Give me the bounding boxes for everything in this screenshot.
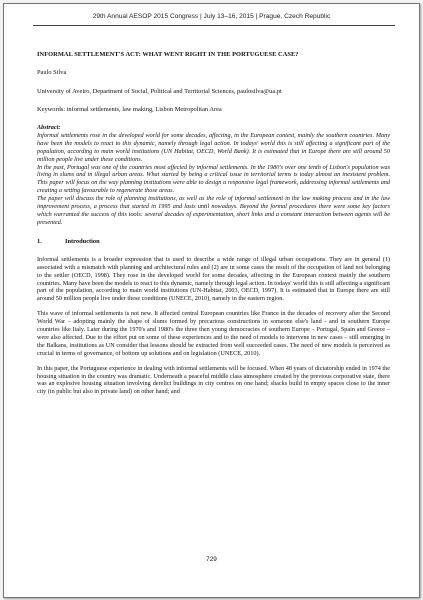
running-header: 29th Annual AESOP 2015 Congress | July 13–16, 2015 | Prague, Czech Republic <box>92 13 331 20</box>
paper-title: INFORMAL SETTLEMENT'S ACT: WHAT WENT RIGHT IN THE PORTUGUESE CASE? <box>37 51 299 58</box>
body-paragraph: In this paper, the Portuguese experience in dealing with informal settlements will be focused. When 48 years of dictatorship ended in 1974 the housing situation in the country was dramatic. Underneath a peaceful middle class atmosphere created by the previous corporative state, there was an explosive housing situation involving derelict buildings in city centres on one hand; shacks build in empty spaces close to the inner city (in public but also in private land) on other hand; and <box>37 364 390 396</box>
author-affiliation: University of Aveiro, Department of Social, Political and Territorial Sciences, paulosilva@ua.pt <box>37 88 282 95</box>
section-title: Introduction <box>65 237 100 245</box>
author-name: Paulo Silva <box>37 69 67 76</box>
body-paragraph: This wave of informal settlements is not new. It affected central European countries like France in the decades of recovery after the Second World War – adopting mainly the shape of slums formed by precarious constructions in someone else's land - and in southern Europe countries like Italy. Later during the 1970's and 1980's the three then young democracies of southern Europe – Portugal, Spain and Greece – were also affected. Due to the effort put on some of these experiences and to the need of models to intervene in new cases – still emerging in the Balkans, institutions as UN consider that lessons should be extracted from well succeeded cases. The need of new models is perceived as crucial in terms of governance, of bottom up solutions and on legislation (UNECE, 2010). <box>37 310 390 357</box>
abstract-paragraph: In the past, Portugal was one of the countries most affected by informal settlements. In the 1980's over one tenth of Lisbon's population was living in slums and in illegal urban areas. What started by being a critical issue in territorial terms is today almost an inexistent problem. This paper will focus on the way planning institutions were able to design a responsive legal framework, addressing informal settlements and creating a setting favourable to regenerate those areas. <box>37 163 390 195</box>
abstract-paragraph: The paper will discuss the role of planning institutions, as well as the role of informal settlement in the law making process and in the law improvement process, a process that started in 1995 and lasts until nowadays. Beyond the formal procedures there were some key factors which warranted the success of this tools: several decades of experimentation, short links and a constant interaction between agents will be presented. <box>37 195 390 226</box>
body-text <box>37 256 390 397</box>
page-number: 729 <box>206 556 217 563</box>
abstract-heading: Abstract: <box>37 124 61 131</box>
section-heading <box>37 238 390 245</box>
page-content <box>37 30 390 403</box>
section-number: 1. <box>37 237 42 245</box>
body-paragraph: Informal settlements is a broader expression that is used to describe a wide range of illegal urban occupations. They are in general (1) associated with a mismatch with planning and architectural rules and (2) are in some cases the result of the occupation of land not belonging to the settler (OECD, 1998). They rose in the developed world for some decades, affecting in the European context mainly the southern countries. Many have been the models to react to this dynamic, namely through legal action. In todays' world this is still affecting a significant part of the population, according to main world institutions (UN-Habitat, 2003, OECD, 1997). It is estimated that in Europe there are still around 50 million people live under these conditions (UNECE, 2010), namely in the eastern region. <box>37 255 390 303</box>
abstract-paragraph: Informal settlements rose in the developed world for some decades, affecting, in the European context, mainly the southern countries. Many have been the models to react to this dynamic, namely through legal action. In todays' world this is still affecting a significant part of the population, according to main world institutions (UN Habitat, OECD, World Bank). It is estimated that in Europe there are still around 50 million people live under these conditions. <box>37 131 390 163</box>
abstract-block <box>37 124 390 227</box>
header-divider <box>33 25 395 26</box>
document-page <box>3 3 420 598</box>
keywords: Keywords: informal settlements, law making, Lisbon Metropolitan Area <box>37 106 222 113</box>
